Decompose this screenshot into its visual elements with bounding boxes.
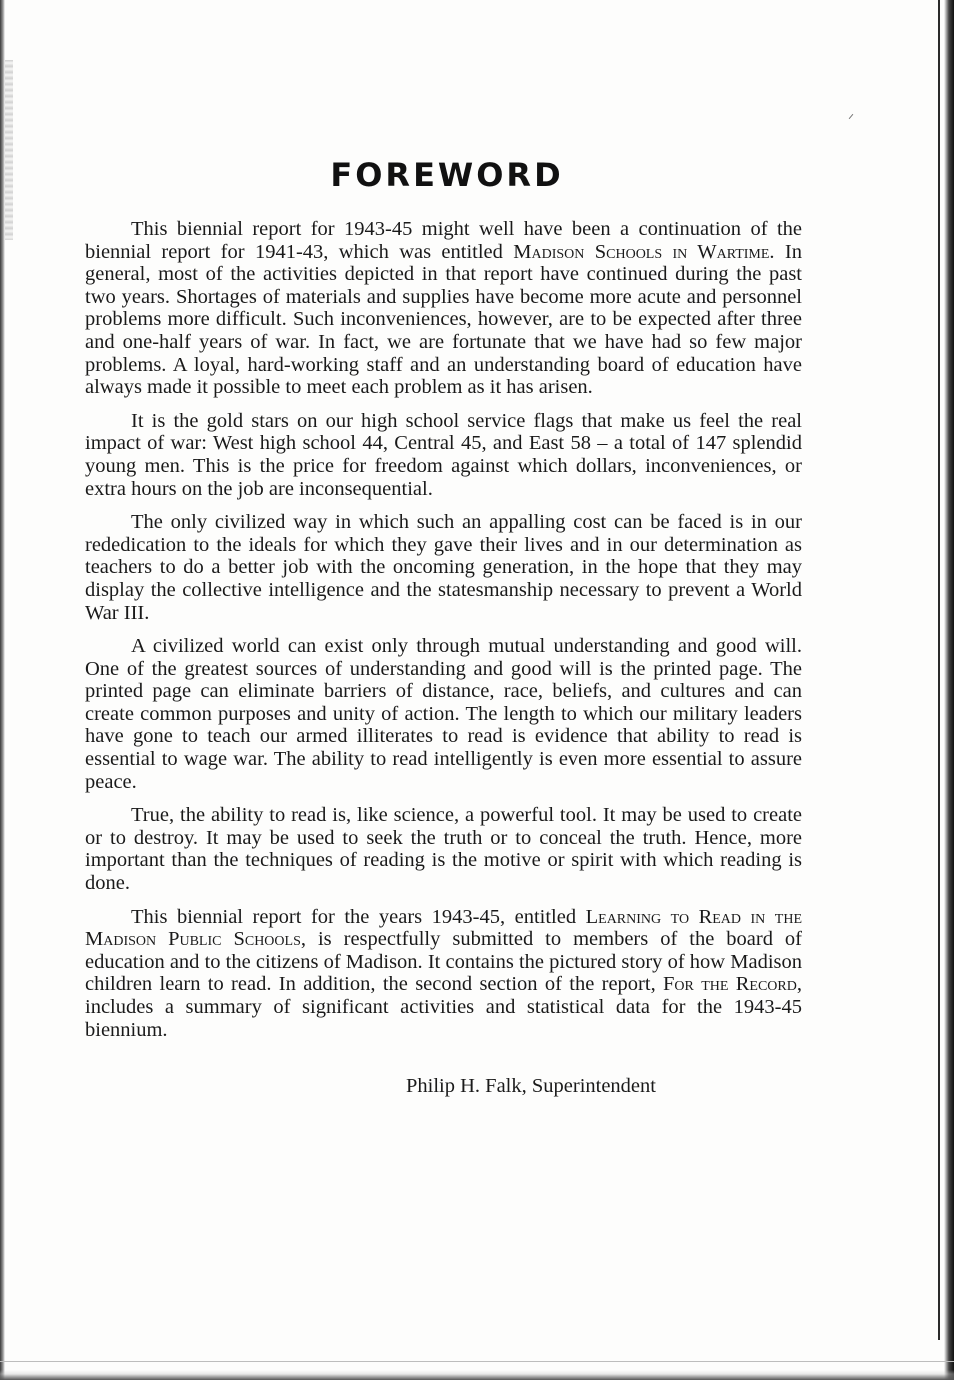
scan-speckle xyxy=(5,60,13,240)
page-title: FOREWORD xyxy=(330,156,564,194)
report-title-wartime: Madison Schools in Wartime xyxy=(513,240,770,263)
paragraph-1-text-c: . In general, most of the activities depicted in that report have continued during the past two years. Shortages of materials and supplies have become more acute and personnel problems more difficult. Such inconveniences, however, are to be expected after three and one-half years of war. In fact, we are fortunate that we have had so few major problems. A loyal, hard-working staff and an understanding board of education have always made it possible to meet each problem as it has arisen. xyxy=(85,240,802,399)
paragraph-2: It is the gold stars on our high school service flags that make us feel the real impact of war: West high school 44, Central 45, and East 58 – a total of 147 splendid young men. This is the price for freedom against which dollars, inconveniences, or extra hours on the job are inconsequential. xyxy=(85,409,802,500)
report-title-learning-to-read: Learning to Read in the Madison Public Schools xyxy=(85,905,803,951)
signature: Philip H. Falk, Superintendent xyxy=(406,1075,656,1097)
paragraph-5: True, the ability to read is, like science, a powerful tool. It may be used to create or to destroy. It may be used to seek the truth or to conceal the truth. Hence, more important than the techniques of reading is the motive or spirit with which reading is done. xyxy=(85,804,802,895)
page-edge-right xyxy=(944,0,954,1380)
paragraph-6-text-e: , includes a summary of significant activities and statistical data for the 1943-45 biennium. xyxy=(85,973,802,1041)
paragraph-6 xyxy=(85,906,802,1042)
paragraph-1-text-a: This biennial report for 1943-45 might well have been a continuation of the biennial report for 1941-43, which was entitled xyxy=(85,218,802,263)
page-edge-bottom xyxy=(0,1370,954,1380)
paragraph-6-text-a: This biennial report for the years 1943-45, entitled xyxy=(131,905,586,928)
page-edge-bottom-line xyxy=(0,1361,954,1362)
paragraph-6-text-c: , is respectfully submitted to members of the board of education and to the citizens of Madison. It contains the pictured story of how Madison children learn to read. In addition, the second section of the report, xyxy=(85,928,802,996)
paragraph-3: The only civilized way in which such an appalling cost can be faced is in our rededication to the ideals for which they gave their lives and in our determination as teachers to do a better job with the oncoming generation, in the hope that they may display the collective intelligence and the statesmanship necessary to prevent a World War III. xyxy=(85,511,802,624)
foreword-body xyxy=(85,218,802,1052)
paragraph-4: A civilized world can exist only through mutual understanding and good will. One of the greatest sources of understanding and good will is the printed page. The printed page can eliminate barriers of distance, race, beliefs, and cultures and can create common purposes and unity of action. The length to which our military leaders have gone to teach our armed illiterates to read is evidence that ability to read is essential to wage war. The ability to read intelligently is even more essential to assure peace. xyxy=(85,635,802,793)
paragraph-1 xyxy=(85,218,802,399)
scan-mark xyxy=(849,114,854,119)
page-edge-right-line xyxy=(938,0,940,1340)
section-title-for-the-record: For the Record xyxy=(663,973,797,996)
